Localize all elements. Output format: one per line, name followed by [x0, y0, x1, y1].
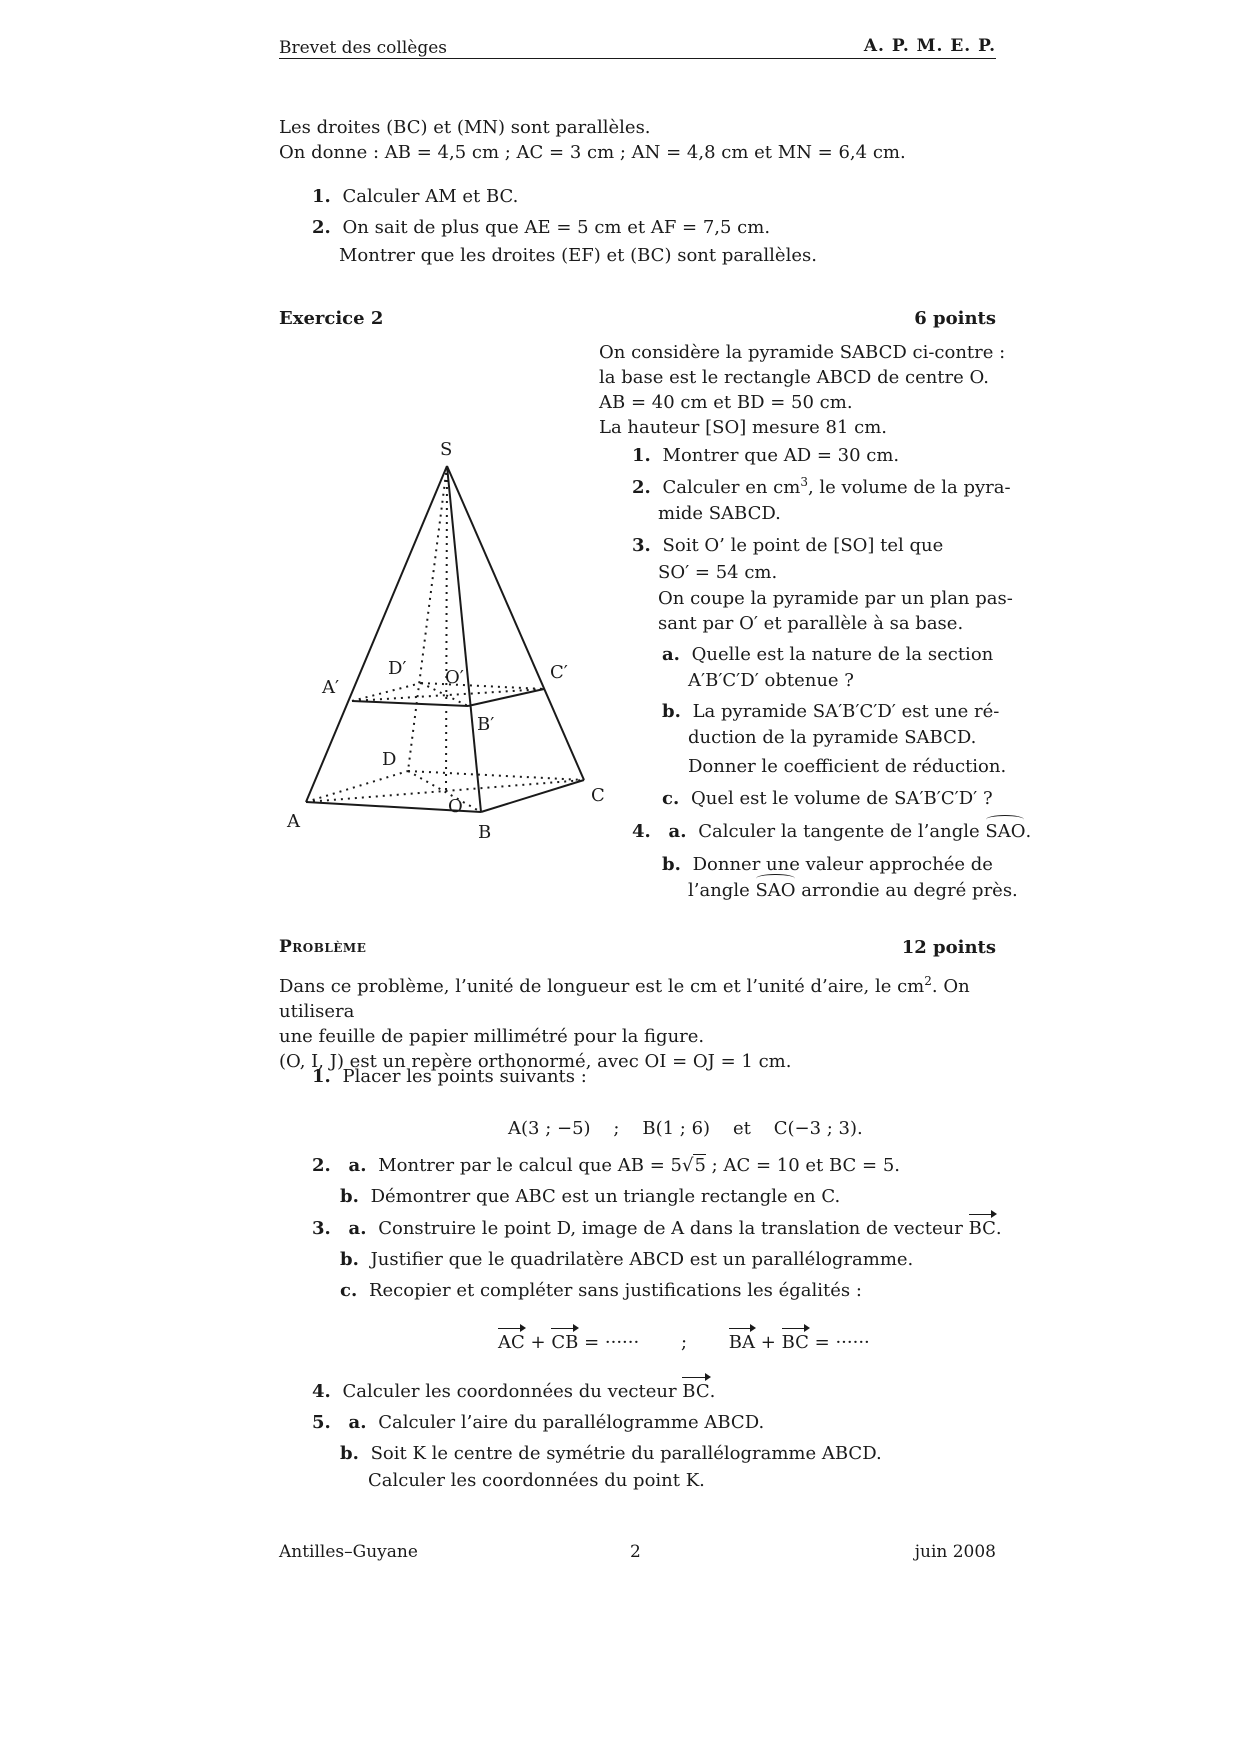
ex2-q3b-text: La pyramide SA′B′C′D′ est une ré- [692, 701, 1000, 722]
ex2-q4a-end: . [1025, 821, 1032, 842]
prob-equalities [498, 1332, 870, 1353]
ex2-title: Exercice 2 [279, 308, 384, 329]
probleme-title: Problème [279, 937, 367, 957]
ex2-q3b-num: b. [662, 701, 681, 722]
diag-BD-hidden [408, 771, 481, 812]
label-S: S [440, 439, 453, 460]
edge-ApBp [352, 701, 468, 706]
ex2-q1-text: Montrer que AD = 30 cm. [662, 445, 900, 466]
prob-q5-num: 5. [312, 1412, 331, 1433]
prob-q4-num: 4. [312, 1381, 331, 1402]
header-left: Brevet des collèges [279, 38, 448, 58]
prob-points-line: A(3 ; −5) ; B(1 ; 6) et C(−3 ; 3). [508, 1118, 863, 1139]
eq-plus-2: + [760, 1332, 776, 1353]
prob-q1-num: 1. [312, 1066, 331, 1087]
ex2-q3c-text: Quel est le volume de SA′B′C′D′ ? [690, 788, 993, 809]
intro-line-1: Les droites (BC) et (MN) sont parallèles. [279, 117, 651, 138]
prob-q2b [340, 1186, 840, 1207]
label-Op: O′ [445, 667, 464, 688]
prob-q4-dot: . [709, 1381, 716, 1402]
ex2-q3-num: 3. [632, 535, 651, 556]
label-Dp: D′ [388, 658, 407, 679]
ex2-stmt-1: On considère la pyramide SABCD ci-contre : [599, 342, 1006, 363]
ex2-q3a-line2: A′B′C′D′ obtenue ? [688, 670, 854, 691]
prob-q3a-vector-BC: BC [968, 1218, 996, 1239]
ex2-q2-text-a: Calculer en cm [662, 477, 801, 498]
ex2-q4a-num: a. [668, 821, 687, 842]
prob-q3a-text: Construire le point D, image de A dans la translation de vecteur [378, 1218, 963, 1239]
prob-q3c-num: c. [340, 1280, 358, 1301]
ex2-q4 [632, 821, 1031, 842]
ex2-q3-line2: SO′ = 54 cm. [658, 562, 778, 583]
prob-q4-vector-BC: BC [682, 1381, 710, 1402]
ex2-q3-line3: On coupe la pyramide par un plan pas- [658, 588, 1013, 609]
ex2-q4a-angle: SAO [985, 821, 1026, 842]
ex2-q4b-text: Donner une valeur approchée de [692, 854, 993, 875]
ex2-q4-num: 4. [632, 821, 651, 842]
header-right: A. P. M. E. P. [863, 36, 996, 56]
ex2-q3b-line3: Donner le coefficient de réduction. [688, 756, 1007, 777]
prob-q2a-text-1: Montrer par le calcul que AB = 5√ [378, 1155, 694, 1176]
ex2-q3-line4: sant par O′ et parallèle à sa base. [658, 613, 964, 634]
probleme-intro-sup: 2 [924, 974, 932, 988]
ex2-q4b-line2-b: arrondie au degré près. [801, 880, 1018, 901]
eq-semicolon: ; [680, 1332, 688, 1353]
ex2-q4b [662, 854, 993, 875]
ex2-q4a-text: Calculer la tangente de l’angle [698, 821, 980, 842]
prob-q2b-num: b. [340, 1186, 359, 1207]
ex2-q3c-num: c. [662, 788, 680, 809]
label-A: A [287, 811, 300, 832]
ex2-q3 [632, 535, 943, 556]
prob-q3b-num: b. [340, 1249, 359, 1270]
edge-SC [447, 466, 584, 780]
probleme-intro-1b: . On utilisera [279, 976, 970, 1022]
ex2-q3a-text: Quelle est la nature de la section [691, 644, 994, 665]
ex2-q3-text: Soit O’ le point de [SO] tel que [662, 535, 944, 556]
ex2-q1-num: 1. [632, 445, 651, 466]
prob-q1-text: Placer les points suivants : [342, 1066, 587, 1087]
prob-q3a-dot: . [995, 1218, 1002, 1239]
ex1-q1-text: Calculer AM et BC. [342, 186, 519, 207]
probleme-intro-1a: Dans ce problème, l’unité de longueur est le cm et l’unité d’aire, le cm [279, 976, 925, 997]
ex1-q2-num: 2. [312, 217, 331, 238]
probleme-intro-2: une feuille de papier millimétré pour la figure. [279, 1026, 705, 1047]
prob-q3c [340, 1280, 862, 1301]
prob-q5b-text: Soit K le centre de symétrie du parallélogramme ABCD. [370, 1443, 882, 1464]
ex2-q3b [662, 701, 999, 722]
label-D: D [382, 749, 397, 770]
probleme-intro-1 [279, 974, 999, 1024]
height-SO-hidden [446, 466, 447, 790]
ex2-q3c [662, 788, 993, 809]
pyramid-figure [270, 430, 620, 850]
footer-right: juin 2008 [914, 1542, 996, 1562]
ex2-q3a-num: a. [662, 644, 680, 665]
prob-q3b-text: Justifier que le quadrilatère ABCD est un parallélogramme. [370, 1249, 914, 1270]
prob-q2a-radicand: 5 [694, 1155, 706, 1176]
ex2-q2-num: 2. [632, 477, 651, 498]
prob-q2a-num: a. [348, 1155, 367, 1176]
ex2-stmt-2: la base est le rectangle ABCD de centre O. [599, 367, 989, 388]
ex1-q1-num: 1. [312, 186, 331, 207]
ex2-q2-line2: mide SABCD. [658, 503, 781, 524]
label-C: C [591, 785, 605, 806]
ex1-q2 [312, 217, 770, 238]
prob-q3a [312, 1218, 1002, 1239]
ex1-q1 [312, 186, 518, 207]
prob-q2-num: 2. [312, 1155, 331, 1176]
footer-left: Antilles–Guyane [279, 1542, 418, 1562]
eq-vec-BA: BA [728, 1332, 755, 1353]
ex2-q4b-line2-a: l’angle [688, 880, 750, 901]
eq-vec-CB: CB [551, 1332, 579, 1353]
prob-q5b-num: b. [340, 1443, 359, 1464]
label-Bp: B′ [477, 714, 495, 735]
eq-result-2: = ······ [814, 1332, 870, 1353]
edge-BC [481, 780, 584, 812]
ex2-q4b-num: b. [662, 854, 681, 875]
edge-AD-hidden [306, 771, 408, 802]
ex2-stmt-4: La hauteur [SO] mesure 81 cm. [599, 417, 888, 438]
ex2-q3a [662, 644, 993, 665]
prob-q3c-text: Recopier et compléter sans justifications les égalités : [368, 1280, 862, 1301]
intro-line-2: On donne : AB = 4,5 cm ; AC = 3 cm ; AN = 4,8 cm et MN = 6,4 cm. [279, 142, 906, 163]
prob-q4-text: Calculer les coordonnées du vecteur [342, 1381, 677, 1402]
label-O: O [448, 796, 463, 817]
prob-q5a-text: Calculer l’aire du parallélogramme ABCD. [378, 1412, 765, 1433]
footer-page-number: 2 [630, 1542, 641, 1562]
ex2-points: 6 points [914, 308, 996, 329]
prob-q5b [340, 1443, 882, 1464]
ex1-q2-text: On sait de plus que AE = 5 cm et AF = 7,5 cm. [342, 217, 771, 238]
ex2-statement [599, 340, 1005, 440]
edge-ApDp-hidden [352, 683, 421, 701]
edge-SB [447, 466, 481, 812]
ex2-q2 [632, 477, 1011, 498]
prob-q2b-text: Démontrer que ABC est un triangle rectangle en C. [370, 1186, 841, 1207]
label-Cp: C′ [550, 662, 568, 683]
edge-DC-hidden [408, 771, 584, 780]
prob-q3a-num: a. [348, 1218, 367, 1239]
prob-q1 [312, 1066, 587, 1087]
eq-vec-AC: AC [498, 1332, 525, 1353]
ex2-q1 [632, 445, 899, 466]
header-rule [279, 58, 996, 59]
probleme-intro-3: (O, I, J) est un repère orthonormé, avec OI = OJ = 1 cm. [279, 1051, 792, 1072]
prob-q3-num: 3. [312, 1218, 331, 1239]
prob-q5a-num: a. [348, 1412, 367, 1433]
probleme-intro [279, 974, 999, 1074]
label-B: B [478, 822, 492, 843]
prob-q3b [340, 1249, 913, 1270]
ex2-q2-sup: 3 [800, 475, 808, 489]
label-Ap: A′ [322, 677, 340, 698]
edge-DpCp-hidden [421, 683, 544, 689]
ex2-q4b-angle: SAO [755, 880, 796, 901]
ex2-q3b-line2: duction de la pyramide SABCD. [688, 727, 977, 748]
eq-result-1: = ······ [584, 1332, 640, 1353]
prob-q4 [312, 1381, 715, 1402]
eq-vec-BC: BC [781, 1332, 809, 1353]
ex2-q2-text-b: , le volume de la pyra- [807, 477, 1011, 498]
prob-q5b-line2: Calculer les coordonnées du point K. [368, 1470, 705, 1491]
probleme-points: 12 points [901, 937, 996, 958]
ex2-stmt-3: AB = 40 cm et BD = 50 cm. [599, 392, 853, 413]
ex1-q2-line2: Montrer que les droites (EF) et (BC) sont parallèles. [339, 245, 817, 266]
ex2-q4b-line2 [688, 880, 1018, 901]
prob-q2a-text-2: ; AC = 10 et BC = 5. [705, 1155, 901, 1176]
prob-q5a [312, 1412, 764, 1433]
prob-q2a [312, 1155, 900, 1176]
eq-plus-1: + [530, 1332, 546, 1353]
